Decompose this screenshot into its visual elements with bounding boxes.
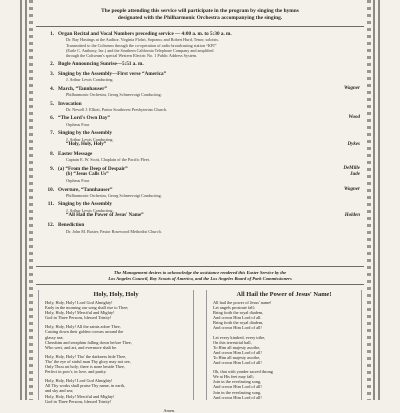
- hymn-verse: [213, 300, 361, 331]
- item-number: 4.: [50, 85, 54, 92]
- verse-line: Holy, Holy, Holy! Lord God Almighty!: [45, 378, 113, 384]
- verse-line: To Him all majesty ascribe,: [213, 344, 261, 350]
- item-detail: J. Arthur Lewis Conducting.: [66, 207, 114, 213]
- item-detail: J. Arthur Lewis Conducting.: [66, 77, 114, 83]
- item-number: 11.: [47, 201, 54, 208]
- verse-line: To Him all majesty ascribe,: [213, 354, 261, 360]
- intro-text: [36, 8, 364, 22]
- notice-line: Los Angeles Council, Boy Scouts of America, and the Los Angeles Board of Park Commissioners: [108, 275, 292, 281]
- item-number: 2.: [50, 61, 54, 68]
- hymn-verse: [45, 300, 193, 320]
- verse-line: God in Three Persons, blessed Trinity!: [45, 315, 112, 321]
- verse-line: Oh, that with yonder sacred throng: [213, 369, 273, 375]
- intro-line: The people attending this service will participate in the program by singing the hymns: [101, 8, 299, 14]
- intro-line: designated with the Philharmonic Orchestra accompanying the singing.: [117, 15, 283, 21]
- item-detail: Transmitted to the Coliseum through the co-operation of radio broadcasting station “KFI”: [66, 42, 217, 48]
- item-hymn-title: “All Hail the Power of Jesus' Name”: [66, 212, 144, 218]
- item-detail: Philharmonic Orchestra, Georg Schneevoigt Conducting.: [66, 92, 162, 98]
- verse-line: Join in the everlasting song,: [213, 379, 262, 385]
- item-title: (a) “From the Deep of Despair”: [58, 165, 128, 172]
- hymn-title: Holy, Holy, Holy: [93, 291, 139, 298]
- verse-line: Bring forth the royal diadem,: [213, 320, 264, 326]
- item-composer: Holden: [344, 212, 360, 218]
- item-title: Organ Recital and Vocal Numbers preceding service — 4:00 a. m. to 5:30 a. m.: [58, 31, 232, 37]
- program-item: [40, 222, 360, 228]
- program-item: [40, 86, 360, 92]
- item-composer: Dykes: [347, 141, 360, 147]
- verse-line: Cherubim and seraphim falling down before Thee,: [45, 339, 132, 345]
- divider: [36, 26, 364, 27]
- item-title: Easter Message: [58, 150, 93, 157]
- verse-line: God in Three Persons, blessed Trinity!: [45, 398, 112, 404]
- verse-line: Holy, Holy, Holy! All the saints adore Thee,: [45, 324, 121, 330]
- hymn-amen: Amen.: [163, 407, 175, 413]
- divider: [36, 266, 364, 267]
- item-title: Singing by the Assembly—First verse “America”: [58, 71, 167, 77]
- verse-line: Holy, Holy, Holy! Merciful and Mighty!: [45, 310, 115, 316]
- item-title: Invocation: [58, 100, 82, 107]
- program-item: [40, 115, 360, 121]
- item-number: 5.: [50, 100, 54, 107]
- verse-line: Only Thou art holy; there is none beside Thee,: [45, 364, 125, 370]
- verse-line: Casting down their golden crowns around the: [45, 329, 124, 335]
- program-item: [40, 151, 360, 157]
- hymn-verse: [213, 369, 361, 400]
- verse-line: And crown Him Lord of all!: [213, 384, 262, 390]
- item-detail: (Earle C. Anthony, Inc.) and the Southern California Telephone Company and amplified: [66, 47, 214, 53]
- hymn-verse: [45, 354, 193, 374]
- verse-line: And crown Him Lord of all!: [213, 360, 262, 366]
- verse-line: All Thy works shall praise Thy name, in earth,: [45, 383, 126, 389]
- item-number: 9.: [50, 165, 54, 172]
- item-title: Singing by the Assembly: [58, 201, 113, 208]
- program-item: [40, 61, 360, 67]
- item-title: Singing by the Assembly: [58, 130, 113, 137]
- item-composer: Jude: [350, 172, 360, 178]
- item-hymn: [66, 142, 360, 148]
- program-item: [40, 201, 360, 207]
- verse-line: Holy, Holy, Holy! Tho' the darkness hide Thee,: [45, 353, 127, 359]
- verse-line: And crown Him Lord of all.: [213, 315, 262, 321]
- item-number: 3.: [50, 71, 54, 77]
- item-detail: through the Coliseum's special Western Electric No. 1 Public Address System.: [66, 53, 198, 59]
- verse-line: Join in the everlasting song,: [213, 389, 262, 395]
- item-composer: Wagner: [343, 85, 360, 91]
- program-item: [40, 187, 360, 193]
- hymn-holy-holy-holy: [38, 290, 194, 413]
- item-hymn-title: “Holy, Holy, Holy”: [66, 141, 107, 147]
- verse-line: Let every kindred, every tribe,: [213, 334, 266, 340]
- hymn-all-hail: [206, 290, 362, 400]
- item-detail: Dr. Newell J. Elliott, Pastor Southwest Presbyterian Church.: [66, 107, 168, 112]
- item-detail: Captain E. W. Scott, Chaplain of the Pacific Fleet.: [66, 157, 150, 163]
- verse-line: All hail the power of Jesus' name!: [213, 300, 272, 305]
- item-number: 6.: [50, 115, 54, 122]
- item-composer: Wood: [348, 115, 360, 121]
- verse-line: On this terrestrial ball,: [213, 339, 252, 345]
- item-hymn: [66, 213, 360, 219]
- verse-line: And crown Him Lord of all!: [213, 325, 262, 331]
- hymn-title: All Hail the Power of Jesus' Name!: [236, 291, 332, 298]
- item-hymn: [66, 172, 360, 178]
- item-title: Benediction: [58, 222, 85, 229]
- page-content: [36, 0, 364, 413]
- verse-line: and sky and sea;: [45, 388, 74, 394]
- item-number: 7.: [50, 130, 54, 137]
- verse-line: Holy, Holy, Holy! Merciful and Mighty!: [45, 393, 115, 399]
- hymn-verse: [45, 324, 193, 349]
- item-detail: J. Arthur Lewis Conducting.: [66, 136, 114, 142]
- item-detail: Orpheus Four: [66, 178, 90, 184]
- verse-line: And crown Him Lord of all!: [213, 394, 262, 400]
- verse-line: Tho' the eye of sinful man Thy glory may not see,: [45, 358, 131, 364]
- verse-line: Early in the morning our song shall rise to Thee;: [45, 305, 129, 311]
- item-number: 10.: [47, 186, 54, 193]
- item-title: March, “Tannhauser”: [58, 85, 108, 92]
- program-item: [40, 101, 360, 107]
- program-list: [40, 31, 360, 234]
- item-number: 1.: [50, 31, 54, 37]
- item-detail: Orpheus Four: [66, 121, 90, 127]
- divider: [36, 284, 364, 285]
- hymns-section: [36, 290, 364, 413]
- item-title: Overture, “Tannhauser”: [58, 186, 113, 193]
- item-hymn-title: (b) “Jesus Calls Us”: [66, 172, 109, 178]
- hymn-verse: [213, 335, 361, 366]
- verse-line: Holy, Holy, Holy! Lord God Almighty!: [45, 300, 113, 305]
- acknowledgement-notice: [36, 268, 364, 283]
- verse-line: Perfect in pow'r, in love, and purity.: [45, 369, 107, 375]
- item-composer: DeMille: [343, 165, 360, 171]
- verse-line: And crown Him Lord of all!: [213, 349, 262, 355]
- item-number: 8.: [50, 150, 54, 157]
- item-title: “The Lord's Own Day”: [58, 115, 111, 122]
- verse-line: Bring forth the royal diadem,: [213, 310, 264, 316]
- item-detail: Philharmonic Orchestra, Georg Schneevoigt Conducting.: [66, 192, 162, 198]
- item-composer: Wagner: [343, 186, 360, 192]
- verse-line: We at His feet may fall;: [213, 374, 254, 380]
- program-item: [40, 31, 360, 37]
- item-number: 12.: [47, 222, 54, 229]
- item-detail: Dr. John M. Baxter, Pastor Rosewood Methodist Church.: [66, 228, 162, 234]
- verse-line: Who wert, and art, and evermore shalt be.: [45, 344, 118, 350]
- program-item: [40, 71, 360, 77]
- notice-line: The Management desires to acknowledge the assistance rendered this Easter Service by the: [113, 270, 287, 275]
- verse-line: Let angels prostrate fall;: [213, 305, 255, 311]
- program-item: [40, 130, 360, 136]
- item-title: Bugle Announcing Sunrise—5:51 a. m.: [58, 61, 144, 68]
- item-detail: Dr. Ray Hastings at the Auditor. Virginia Flohri, Soprano, and Robert Hurd, Tenor, soloists.: [66, 37, 220, 43]
- verse-line: glassy sea;: [45, 334, 64, 340]
